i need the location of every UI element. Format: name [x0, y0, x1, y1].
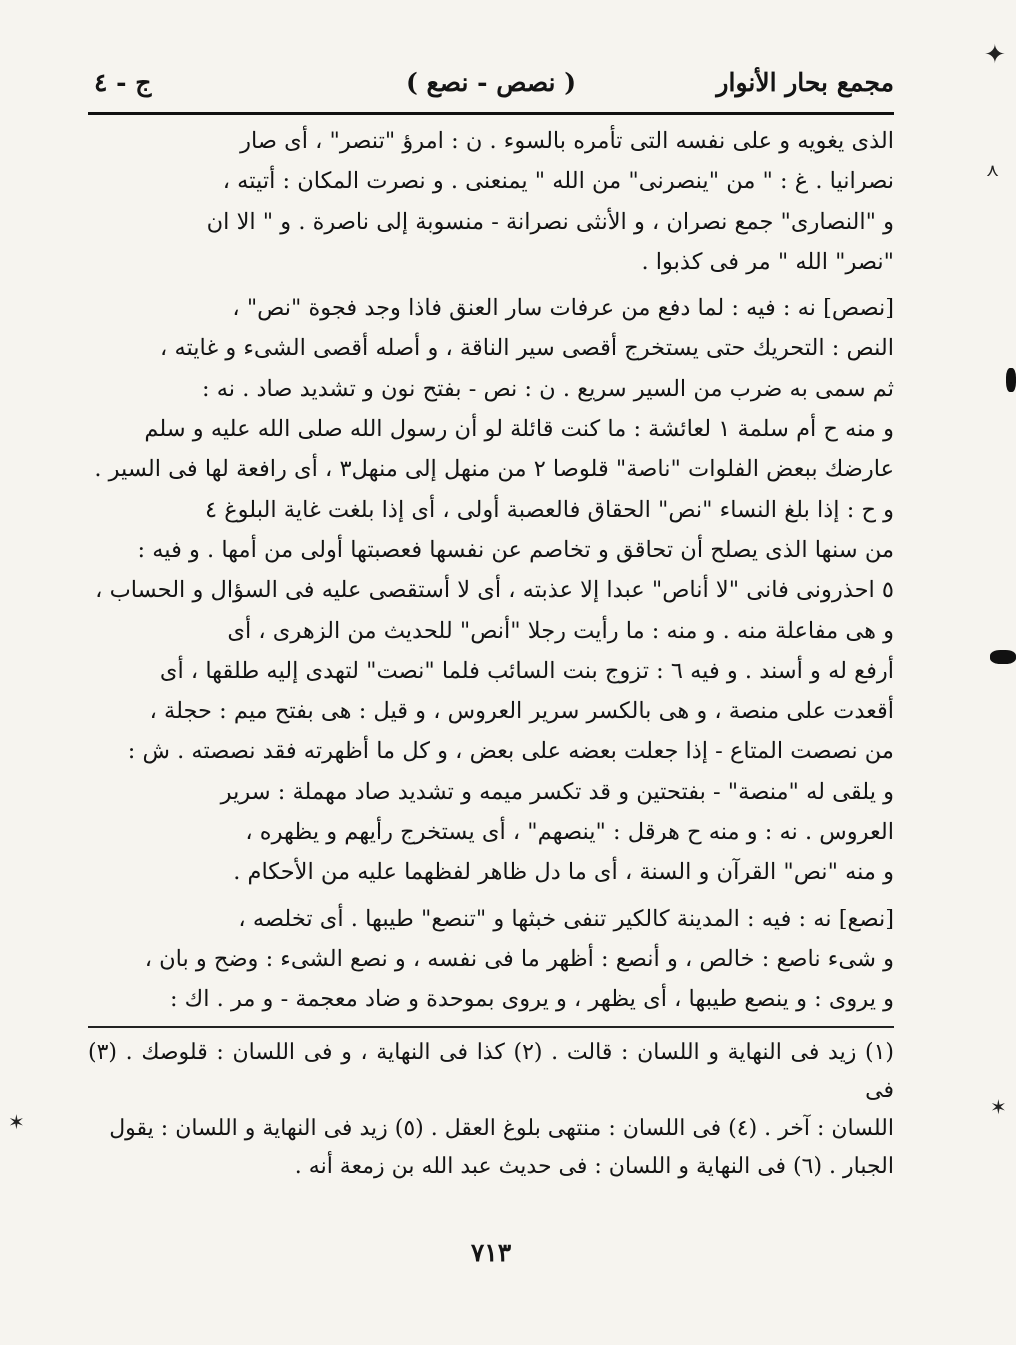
footnote-rule [88, 1026, 894, 1028]
text-line: و منه "نص" القرآن و السنة ، أى ما دل ظاهر لفظهما عليه من الأحكام . [233, 859, 894, 886]
running-header [88, 54, 894, 110]
main-text [88, 121, 894, 1020]
header-rule [88, 112, 894, 115]
margin-mark-icon: ✦ [984, 40, 1006, 70]
entry-heading-line: [نصص] نه : فيه : لما دفع من عرفات سار العنق فاذا وجد فجوة "نص" ، [232, 295, 894, 322]
text-line: ثم سمى به ضرب من السير سريع . ن : نص - بفتح نون و تشديد صاد . نه : [201, 375, 894, 402]
scan-blot-icon [990, 650, 1016, 664]
footnote-line: (١) زيد فى النهاية و اللسان : قالت . (٢) كذا فى النهاية ، و فى اللسان : قلوصك . (٣) فى [88, 1039, 894, 1103]
text-line: و ح : إذا بلغ النساء "نص" الحقاق فالعصبة أولى ، أى إذا بلغت غاية البلوغ ٤ [204, 496, 894, 523]
footnote-line: اللسان : آخر . (٤) فى اللسان : منتهى بلوغ العقل . (٥) زيد فى النهاية و اللسان : يقول [109, 1115, 894, 1141]
text-line: العروس . نه : و منه ح هرقل : "ينصهم" ، أى يستخرج رأيهم و يظهره ، [245, 819, 894, 846]
footnotes [88, 1034, 894, 1186]
text-line: ٥ احذرونى فانى "لا أناص" عبدا إلا عذبته ، أى لا أستقصى عليه فى السؤال و الحساب ، [95, 577, 894, 604]
text-line: النص : التحريك حتى يستخرج أقصى سير الناقة ، و أصله أقصى الشىء و غايته ، [160, 335, 894, 362]
book-title: مجمع بحار الأنوار [716, 68, 894, 97]
text-line: عارضك ببعض الفلوات "ناصة" قلوصا ٢ من منهل إلى منهل٣ ، أى رافعة لها فى السير . [94, 456, 894, 483]
margin-mark-icon: ⋏ [986, 160, 1000, 181]
text-line: و يروى : و ينصع طيبها ، أى يظهر ، و يروى بموحدة و ضاد معجمة - و مر . اك : [169, 986, 894, 1013]
page [88, 54, 894, 1314]
entry-heading-line: [نصع] نه : فيه : المدينة كالكير تنفى خبثها و "تنصع" طيبها . أى تخلصه ، [238, 905, 894, 932]
margin-mark-icon: ✶ [8, 1110, 25, 1134]
footnote-line: الجبار . (٦) فى النهاية و اللسان : فى حديث عبد الله بن زمعة أنه . [294, 1153, 894, 1179]
text-line: و هى مفاعلة منه . و منه : ما رأيت رجلا "أنص" للحديث من الزهرى ، أى [227, 617, 894, 644]
scan-blot-icon [1006, 368, 1016, 392]
text-line: و شىء ناصع : خالص ، و أنصع : أظهر ما فى نفسه ، و نصع الشىء : وضح و بان ، [144, 945, 894, 972]
margin-mark-icon: ✶ [990, 1095, 1007, 1119]
text-line: من نصصت المتاع - إذا جعلت بعضه على بعض ، و كل ما أظهرته فقد نصصته . ش : [127, 738, 894, 765]
volume-label: ج - ٤ [94, 68, 152, 97]
text-line: أقعدت على منصة ، و هى بالكسر سرير العروس ، و قيل : هى بفتح ميم : حجلة ، [149, 698, 894, 725]
page-number: ٧١٣ [470, 1238, 512, 1267]
text-line: "نصر" الله " مر فى كذبوا . [641, 248, 894, 275]
text-line: و "النصارى" جمع نصران ، و الأنثى نصرانة - منسوبة إلى ناصرة . و " الا ان [206, 208, 894, 235]
text-line: و منه ح أم سلمة ١ لعائشة : ما كنت قائلة لو أن رسول الله صلى الله عليه و سلم [144, 416, 894, 443]
text-line: نصرانيا . غ : " من "ينصرنى" من الله " يمنعنى . و نصرت المكان : أتيته ، [222, 168, 894, 195]
text-line: و يلقى له "منصة" - بفتحتين و قد تكسر ميمه و تشديد صاد مهملة : سرير [220, 778, 894, 805]
text-line: أرفع له و أسند . و فيه ٦ : تزوج بنت السائب فلما "نصت" لتهدى إليه طلقها ، أى [159, 657, 894, 684]
section-roots: ( نصص - نصع ) [405, 68, 577, 97]
text-line: الذى يغويه و على نفسه التى تأمره بالسوء . ن : امرؤ "تنصر" ، أى صار [240, 128, 894, 154]
text-line: من سنها الذى يصلح أن تحاقق و تخاصم عن نفسها فعصبتها أولى من أمها . و فيه : [137, 536, 894, 563]
